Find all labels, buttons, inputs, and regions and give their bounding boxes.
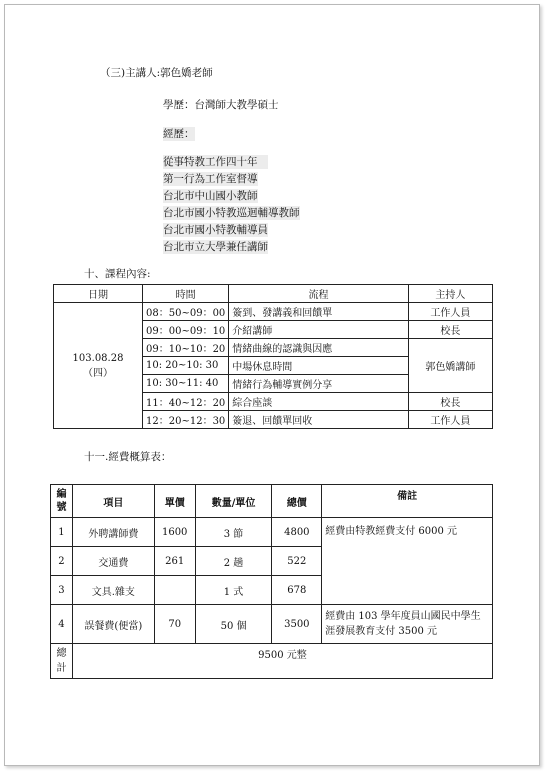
host-cell: 校長 <box>408 321 492 339</box>
host-cell: 郭色嬌講師 <box>408 339 492 393</box>
price-cell: 1600 <box>154 518 195 547</box>
item-cell: 交通費 <box>72 547 154 576</box>
experience-item: 從事特教工作四十年 <box>163 155 268 169</box>
item-cell: 誤餐費(便當) <box>72 605 154 644</box>
flow-cell: 綜合座談 <box>229 393 408 411</box>
flow-cell: 介紹講師 <box>229 321 408 339</box>
experience-item: 台北市國小特教巡迴輔導教師 <box>163 207 300 219</box>
header-cell: 流程 <box>229 285 408 303</box>
note-cell: 經費由特教經費支付 6000 元 <box>322 518 493 605</box>
price-cell: 261 <box>154 547 195 576</box>
course-schedule-table <box>53 284 493 429</box>
total-value-cell: 9500 元整 <box>72 644 492 679</box>
header-cell: 日期 <box>54 285 143 303</box>
header-cell: 編號 <box>51 485 73 518</box>
table-header-row <box>51 485 493 518</box>
flow-cell: 情緒行為輔導實例分享 <box>229 375 408 393</box>
qty-cell: 2 趟 <box>195 547 272 576</box>
note-cell: 經費由 103 學年度員山國民中學生涯發展教育支付 3500 元 <box>322 605 493 644</box>
date-cell <box>54 303 143 429</box>
table-row <box>51 518 493 547</box>
total-cell: 3500 <box>272 605 322 644</box>
header-cell: 備註 <box>322 485 493 518</box>
weekday-text: （四） <box>83 367 113 379</box>
total-label-cell: 總計 <box>51 644 73 679</box>
item-cell: 文具.雜支 <box>72 576 154 605</box>
item-cell: 外聘講師費 <box>72 518 154 547</box>
flow-cell: 簽到、發講義和回饋單 <box>229 303 408 321</box>
date-text: 103.08.28 <box>72 352 124 364</box>
table-row <box>54 303 493 321</box>
no-cell: 2 <box>51 547 73 576</box>
experience-item: 台北市中山國小教師 <box>163 190 258 202</box>
header-cell: 時間 <box>143 285 229 303</box>
qty-cell: 3 節 <box>195 518 272 547</box>
experience-label: 經歷： <box>163 128 195 140</box>
host-cell: 工作人員 <box>408 303 492 321</box>
total-cell: 678 <box>272 576 322 605</box>
total-cell: 4800 <box>272 518 322 547</box>
header-cell: 項目 <box>72 485 154 518</box>
experience-item: 第一行為工作室督導 <box>163 173 258 185</box>
time-cell: 12：20~12：30 <box>143 411 229 429</box>
experience-item: 台北市立大學兼任講師 <box>163 241 268 253</box>
price-cell: 70 <box>154 605 195 644</box>
qty-cell: 1 式 <box>195 576 272 605</box>
flow-cell: 情緒曲線的認識與因應 <box>229 339 408 357</box>
budget-heading: 十一.經費概算表： <box>84 451 172 463</box>
flow-cell: 簽退、回饋單回收 <box>229 411 408 429</box>
time-cell: 09：00~09：10 <box>143 321 229 339</box>
experience-item: 台北市國小特教輔導員 <box>163 224 268 236</box>
budget-table <box>50 484 493 679</box>
total-cell: 522 <box>272 547 322 576</box>
time-cell: 10: 20~10: 30 <box>143 357 229 375</box>
header-cell: 總價 <box>272 485 322 518</box>
header-cell: 數量/單位 <box>195 485 272 518</box>
price-cell <box>154 576 195 605</box>
no-cell: 3 <box>51 576 73 605</box>
time-cell: 09：10~10：20 <box>143 339 229 357</box>
header-cell: 主持人 <box>408 285 492 303</box>
table-row <box>51 605 493 644</box>
header-cell: 單價 <box>154 485 195 518</box>
no-cell: 4 <box>51 605 73 644</box>
host-cell: 工作人員 <box>408 411 492 429</box>
speaker-education: 學歷：台灣師大教學碩士 <box>163 99 279 111</box>
time-cell: 11：40~12：20 <box>143 393 229 411</box>
table-header-row <box>54 285 493 303</box>
speaker-heading: （三)主講人:郭色嬌老師 <box>100 67 213 79</box>
course-heading: 十、課程內容: <box>84 268 151 280</box>
total-row <box>51 644 493 679</box>
flow-cell: 中場休息時間 <box>229 357 408 375</box>
host-cell: 校長 <box>408 393 492 411</box>
time-cell: 08：50~09：00 <box>143 303 229 321</box>
time-cell: 10: 30~11: 40 <box>143 375 229 393</box>
qty-cell: 50 個 <box>195 605 272 644</box>
no-cell: 1 <box>51 518 73 547</box>
